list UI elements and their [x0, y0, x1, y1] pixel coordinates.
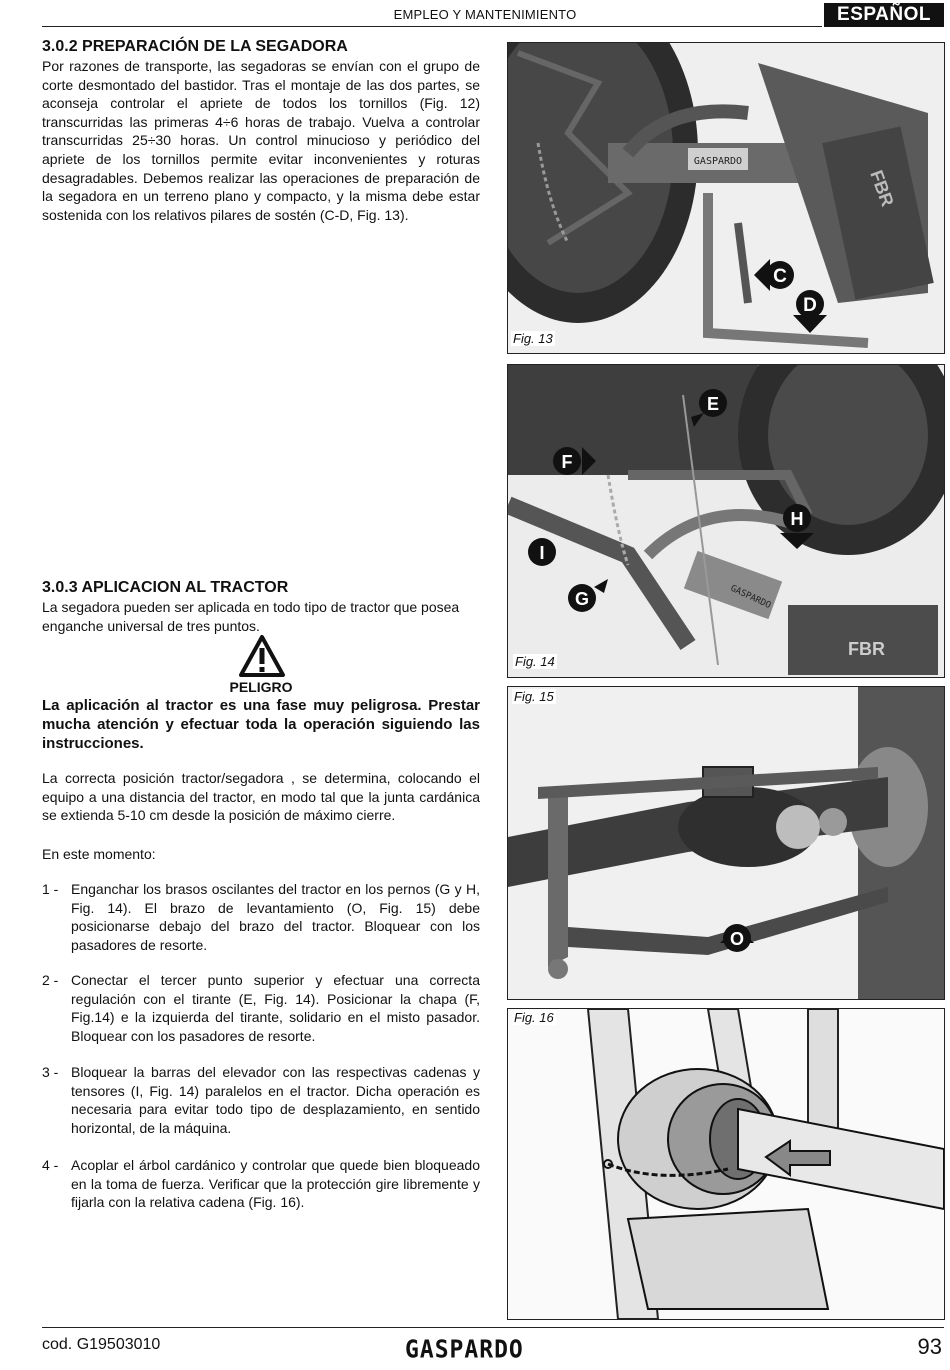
section-302-body: Por razones de transporte, las segadoras se envían con el grupo de corte desmontado del bastidor. Tras el montaje de las dos partes, se aconseja controlar el apriete de todos los tornillos (Fig. 12) transcurridas las primeras 4÷6 horas de trabajo. Vuelva a controlar transcurridas 25÷30 horas. Un control minucioso y periódico del apriete de los tornillos permite evitar inconvenientes y roturas desagradables. Debemos realizar las operaciones de preparación de la segadora en un terreno plano y compacto, y la misma debe estar sostenida con los relativos pilares de sostén (C-D, Fig. 13). [42, 58, 480, 223]
fig15-caption: Fig. 15 [514, 689, 554, 704]
figure-16-illustration [508, 1009, 944, 1319]
step-text: Enganchar los brasos oscilantes del tractor en los pernos (G y H, Fig. 14). El brazo de levantamiento (O, Fig. 15) debe posicionarse debajo del brazo del tractor. Bloquear con los pasadores de resorte. [71, 881, 480, 953]
step-number: 1 - [42, 881, 59, 897]
fig14-marker-f: F [561, 452, 573, 472]
fig14-caption: Fig. 14 [515, 654, 555, 669]
figure-15-illustration [508, 687, 944, 999]
warning-text: La aplicación al tractor es una fase muy peligrosa. Prestar mucha atención y efectuar toda la operación siguiendo las instrucciones. [42, 697, 480, 752]
brand-logo: GASPARDO [405, 1335, 524, 1365]
step-number: 3 - [42, 1064, 59, 1080]
page-number: 93 [917, 1334, 942, 1359]
section-303-title: 3.0.3 APLICACION AL TRACTOR [42, 579, 289, 596]
fig13-cover-logo: FBR [866, 167, 898, 210]
position-text: La correcta posición tractor/segadora , se determina, colocando el equipo a una distancia del tractor, en modo tal que la junta cardánica se extienda 5-10 cm desde la posición de máximo cierre. [42, 770, 480, 824]
fig13-brand-plate: GASPARDO [693, 156, 743, 167]
fig13-caption: Fig. 13 [513, 331, 553, 346]
step-number: 4 - [42, 1157, 59, 1173]
step-1 [42, 880, 480, 954]
figure-13-illustration [508, 43, 944, 353]
fig14-brand-plate: GASPARDO [728, 583, 773, 612]
fig14-marker-h: H [790, 509, 804, 529]
figure-15 [507, 686, 945, 1000]
figure-14-illustration [508, 365, 944, 677]
warning-triangle-icon [238, 634, 286, 678]
fig15-marker-o: O [729, 929, 745, 949]
fig13-marker-d: D [803, 295, 817, 316]
header-rule [42, 26, 822, 27]
step-text: Bloquear la barras del elevador con las respectivas cadenas y tensores (I, Fig. 14) paralelos en el tractor. Dicha operación es necesaria para evitar todo tipo de desplazamiento, en sentido horizontal, de la máquina. [71, 1064, 480, 1136]
warning-label: PELIGRO [229, 679, 293, 695]
header-section-title: EMPLEO Y MANTENIMIENTO [393, 7, 577, 22]
document-code: cod. G19503010 [42, 1336, 161, 1353]
footer-rule [42, 1327, 944, 1328]
figure-14 [507, 364, 945, 678]
figure-16 [507, 1008, 945, 1320]
moment-text: En este momento: [42, 846, 156, 862]
step-text: Acoplar el árbol cardánico y controlar que quede bien bloqueado en la toma de fuerza. Verificar que la protección gire libremente y fijarla con la relativa cadena (Fig. 16). [71, 1157, 480, 1211]
fig14-marker-e: E [706, 394, 720, 414]
figure-13 [507, 42, 945, 354]
step-number: 2 - [42, 972, 59, 988]
step-4 [42, 1156, 480, 1212]
step-3 [42, 1063, 480, 1137]
fig13-marker-c: C [773, 266, 787, 287]
fig14-marker-g: G [574, 589, 590, 609]
section-302-title: 3.0.2 PREPARACIÓN DE LA SEGADORA [42, 38, 348, 55]
language-tag: ESPAÑOL [824, 3, 944, 27]
fig14-cover-logo: FBR [848, 639, 885, 659]
fig16-caption: Fig. 16 [514, 1010, 554, 1025]
section-303-intro: La segadora pueden ser aplicada en todo tipo de tractor que posea enganche universal de tres puntos. [42, 599, 460, 634]
step-text: Conectar el tercer punto superior y efectuar una correcta regulación con el tirante (E, Fig. 14). Posicionar la chapa (F, Fig.14) e la izquierda del tirante, solidario en el misto pasador. Bloquear con los pasadores de resorte. [71, 972, 480, 1044]
fig14-marker-i: I [539, 543, 545, 563]
step-2 [42, 971, 480, 1045]
